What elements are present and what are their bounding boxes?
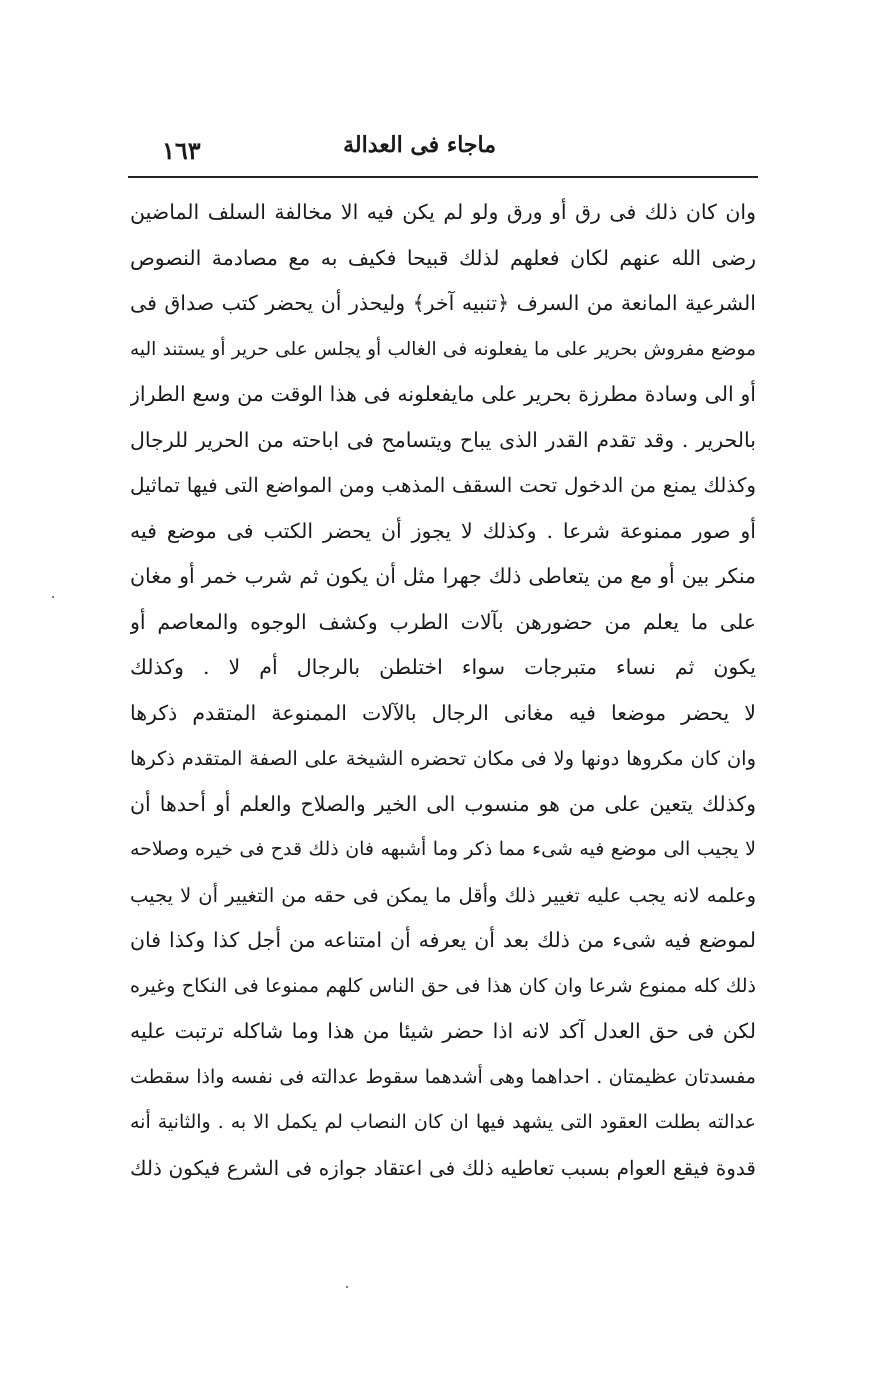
text-line: وكذلك يتعين على من هو منسوب الى الخير والصلاح والعلم أو أحدها أن: [130, 791, 756, 816]
text-line: أو صور ممنوعة شرعا . وكذلك لا يجوز أن يحضر الكتب فى موضع فيه: [130, 518, 756, 543]
text-line: وعلمه لانه يجب عليه تغيير ذلك وأقل ما يمكن فى حقه من التغيير أن لا يجيب: [130, 883, 756, 907]
text-line: موضع مفروش بحرير على ما يفعلونه فى الغالب أو يجلس على حرير أو يستند اليه: [130, 338, 756, 360]
scan-speck: [52, 596, 54, 598]
text-line: مفسدتان عظيمتان . احداهما وهى أشدهما سقوط عدالته فى نفسه واذا سقطت: [130, 1065, 756, 1088]
text-line: بالحرير . وقد تقدم القدر الذى يباح ويتسامح فى اباحته من الحرير للرجال: [130, 427, 756, 452]
text-line: منكر بين أو مع من يتعاطى ذلك جهرا مثل أن يكون ثم شرب خمر أو مغان: [130, 564, 756, 588]
page-header: [128, 126, 758, 170]
text-line: عدالته بطلت العقود التى يشهد فيها ان كان النصاب لم يكمل الا به . والثانية أنه: [130, 1111, 756, 1133]
text-line: وان كان مكروها دونها ولا فى مكان تحضره الشيخة على الصفة المتقدم ذكرها: [130, 747, 756, 770]
text-line: رضى الله عنهم لكان فعلهم لذلك قبيحا فكيف به مع مصادمة النصوص: [130, 245, 756, 270]
text-line: الشرعية المانعة من السرف ﴿تنبيه آخر﴾ وليحذر أن يحضر كتب صداق فى: [130, 291, 756, 315]
text-line: وان كان ذلك فى رق أو ورق ولو لم يكن فيه الا مخالفة السلف الماضين: [130, 200, 756, 224]
text-line: قدوة فيقع العوام بسبب تعاطيه ذلك فى اعتقاد جوازه فى الشرع فيكون ذلك: [130, 1155, 756, 1180]
text-line: لا يحضر موضعا فيه مغانى الرجال بالآلات الممنوعة المتقدم ذكرها: [130, 700, 756, 725]
header-rule: [128, 176, 758, 178]
running-title: ماجاء فى العدالة: [343, 132, 496, 158]
text-line: أو الى وسادة مطرزة بحرير على مايفعلونه فى هذا الوقت من وسع الطراز: [130, 382, 756, 406]
text-line: ذلك كله ممنوع شرعا وان كان هذا فى حق الناس كلهم ممنوعا فى النكاح وغيره: [130, 974, 756, 997]
text-line: وكذلك يمنع من الدخول تحت السقف المذهب ومن المواضع التى فيها تماثيل: [130, 473, 756, 497]
body-text: [130, 190, 756, 1191]
text-line: لا يجيب الى موضع فيه شىء مما ذكر وما أشبهه فان ذلك قدح فى خيره وصلاحه: [130, 838, 756, 860]
text-line: لكن فى حق العدل آكد لانه اذا حضر شيئا من هذا وما شاكله ترتبت عليه: [130, 1019, 756, 1043]
scan-speck: [346, 1286, 348, 1288]
text-line: على ما يعلم من حضورهن بآلات الطرب وكشف الوجوه والمعاصم أو: [130, 609, 756, 634]
text-line: لموضع فيه شىء من ذلك بعد أن يعرفه أن امتناعه من أجل كذا وكذا فان: [130, 928, 756, 952]
page-number: ١٦٣: [162, 136, 201, 165]
text-line: يكون ثم نساء متبرجات سواء اختلطن بالرجال أم لا . وكذلك: [130, 655, 756, 679]
